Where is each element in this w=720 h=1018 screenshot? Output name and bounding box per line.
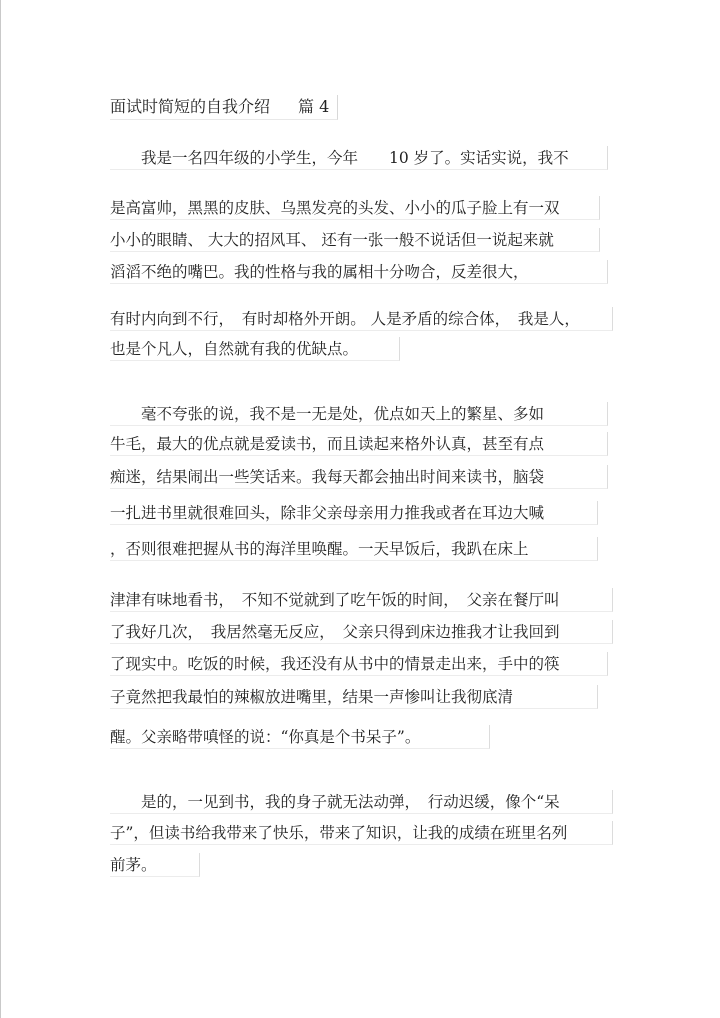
- text-line: 牛毛，最大的优点就是爱读书，而且读起来格外认真，甚至有点: [110, 432, 608, 456]
- text-line: 了我好几次， 我居然毫无反应， 父亲只得到床边推我才让我回到: [110, 620, 613, 644]
- text-line: 子”，但读书给我带来了快乐，带来了知识，让我的成绩在班里名列: [110, 821, 613, 845]
- text-line: 毫不夸张的说，我不是一无是处，优点如天上的繁星、多如: [110, 402, 608, 426]
- text-line: 是的，一见到书，我的身子就无法动弹， 行动迟缓，像个“呆: [110, 790, 613, 814]
- text-line: 子竟然把我最怕的辣椒放进嘴里，结果一声惨叫让我彻底清: [110, 685, 598, 709]
- text-line: 是高富帅，黑黑的皮肤、乌黑发亮的头发、小小的瓜子脸上有一双: [110, 196, 600, 220]
- text-line: 醒。父亲略带嗔怪的说：“你真是个书呆子”。: [110, 725, 490, 749]
- text-line: 痴迷，结果闹出一些笑话来。我每天都会抽出时间来读书，脑袋: [110, 465, 608, 489]
- text-line: ，否则很难把握从书的海洋里唤醒。一天早饭后，我趴在床上: [110, 537, 598, 561]
- title-suffix: 篇 4: [298, 97, 330, 116]
- text-line: 有时内向到不行， 有时却格外开朗。 人是矛盾的综合体， 我是人，: [110, 307, 613, 331]
- text-line: 津津有味地看书， 不知不觉就到了吃午饭的时间， 父亲在餐厅叫: [110, 588, 613, 612]
- text-line: 也是个凡人，自然就有我的优缺点。: [110, 337, 400, 361]
- text-line: 了现实中。吃饭的时候，我还没有从书中的情景走出来，手中的筷: [110, 652, 608, 676]
- document-title: [110, 95, 338, 120]
- title-main: 面试时简短的自我介绍: [110, 97, 271, 116]
- text-line: 滔滔不绝的嘴巴。我的性格与我的属相十分吻合，反差很大，: [110, 260, 608, 284]
- text-line: 我是一名四年级的小学生，今年 10 岁了。实话实说，我不: [110, 146, 608, 170]
- text-line: 小小的眼睛、 大大的招风耳、 还有一张一般不说话但一说起来就: [110, 228, 600, 252]
- text-line: 一扎进书里就很难回头，除非父亲母亲用力推我或者在耳边大喊: [110, 501, 598, 525]
- text-line: 前茅。: [110, 853, 200, 877]
